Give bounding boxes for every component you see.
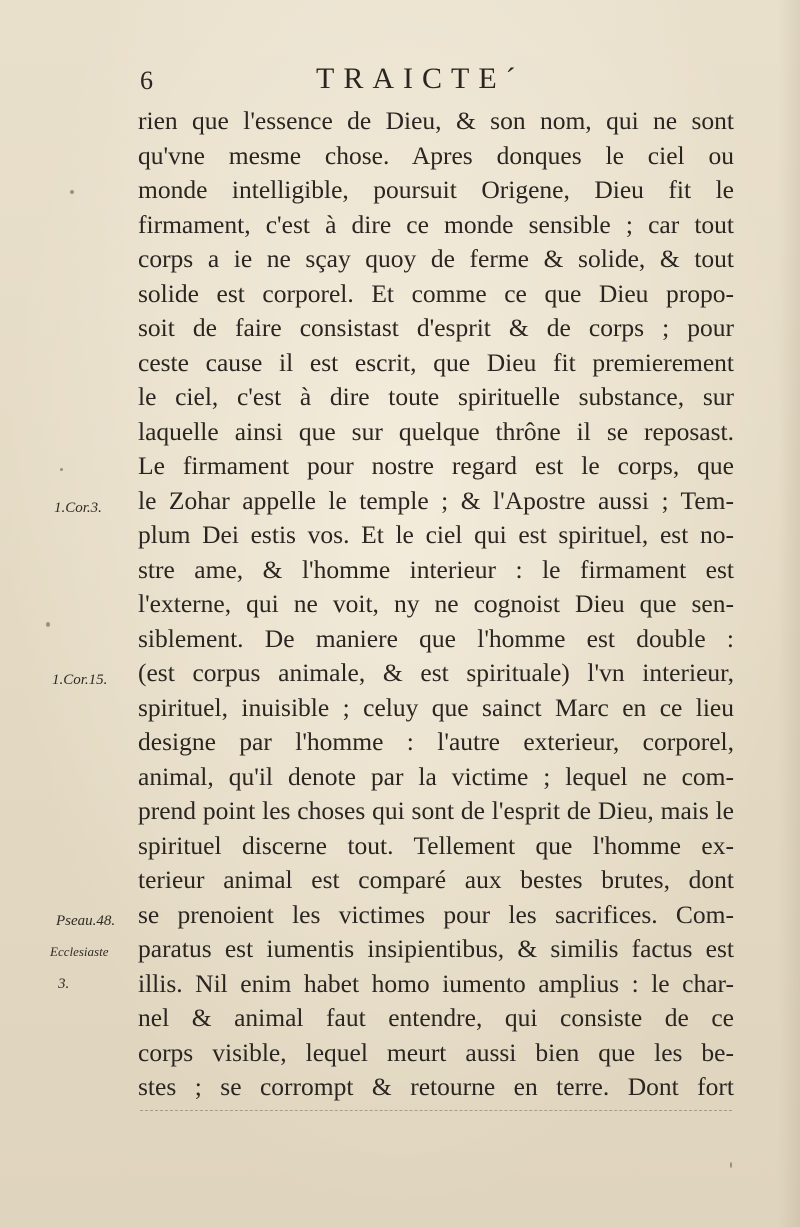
paper-speck (730, 1162, 732, 1168)
text-line-29: stes ; se corrompt & retourne en terre. Dont fort (138, 1072, 734, 1101)
text-line-13: plum Dei estis vos. Et le ciel qui est spirituel, est no- (138, 520, 734, 549)
text-line-17: (est corpus animale, & est spirituale) l'vn interieur, (138, 658, 734, 687)
paper-speck (46, 622, 50, 627)
margin-note-1-cor-15: 1.Cor.15. (52, 672, 108, 688)
paper-speck (60, 468, 63, 471)
text-line-26: illis. Nil enim habet homo iumento amplius : le char- (138, 968, 734, 998)
text-line-16: siblement. De maniere que l'homme est double : (138, 623, 734, 653)
text-line-21: prend point les choses qui sont de l'esprit de Dieu, mais le (138, 796, 734, 825)
text-line-3: monde intelligible, poursuit Origene, Dieu fit le (138, 175, 734, 204)
page-header (140, 62, 590, 102)
paper-speck (70, 190, 74, 194)
text-line-5: corps a ie ne sçay quoy de ferme & solide, & tout (138, 244, 734, 273)
margin-note-pseau-48: Pseau.48. (56, 913, 116, 929)
text-line-15: l'externe, qui ne voit, ny ne cognoist Dieu que sen- (138, 589, 734, 618)
text-line-23: terieur animal est comparé aux bestes brutes, dont (138, 865, 734, 894)
text-line-6: solide est corporel. Et comme ce que Dieu propo- (138, 278, 734, 308)
text-line-1: rien que l'essence de Dieu, & son nom, qui ne sont (138, 106, 734, 135)
text-line-14: stre ame, & l'homme interieur : le firmament est (138, 554, 734, 584)
text-line-28: corps visible, lequel meurt aussi bien que les be- (138, 1037, 734, 1067)
text-line-8: ceste cause il est escrit, que Dieu fit premierement (138, 347, 734, 377)
text-line-25: paratus est iumentis insipientibus, & similis factus est (138, 934, 734, 963)
page-number: 6 (140, 66, 153, 95)
text-line-11: Le firmament pour nostre regard est le corps, que (138, 451, 734, 480)
margin-note-ecclesiaste: Ecclesiaste (50, 944, 109, 959)
margin-notes (0, 0, 138, 1227)
text-line-19: designe par l'homme : l'autre exterieur, corporel, (138, 727, 734, 756)
text-line-9: le ciel, c'est à dire toute spirituelle substance, sur (138, 382, 734, 411)
text-line-12: le Zohar appelle le temple ; & l'Apostre aussi ; Tem- (138, 485, 734, 515)
page-edge-shadow (778, 0, 800, 1227)
text-line-7: soit de faire consistast d'esprit & de corps ; pour (138, 313, 734, 342)
text-line-2: qu'vne mesme chose. Apres donques le ciel ou (138, 140, 734, 170)
text-line-22: spirituel discerne tout. Tellement que l'homme ex- (138, 830, 734, 860)
body-text (138, 104, 734, 1105)
margin-note-ecclesiaste-3: 3. (58, 976, 70, 992)
text-line-18: spirituel, inuisible ; celuy que sainct Marc en ce lieu (138, 692, 734, 722)
margin-note-1-cor-3: 1.Cor.3. (54, 500, 102, 516)
text-line-10: laquelle ainsi que sur quelque thrône il se reposast. (138, 416, 734, 446)
text-line-4: firmament, c'est à dire ce monde sensible ; car tout (138, 209, 734, 239)
text-line-24: se prenoient les victimes pour les sacrifices. Com- (138, 899, 734, 929)
text-line-20: animal, qu'il denote par la victime ; lequel ne com- (138, 761, 734, 791)
running-title: TRAICTE´ (316, 62, 525, 95)
text-line-27: nel & animal faut entendre, qui consiste de ce (138, 1003, 734, 1032)
bleed-through-line (140, 1110, 732, 1111)
